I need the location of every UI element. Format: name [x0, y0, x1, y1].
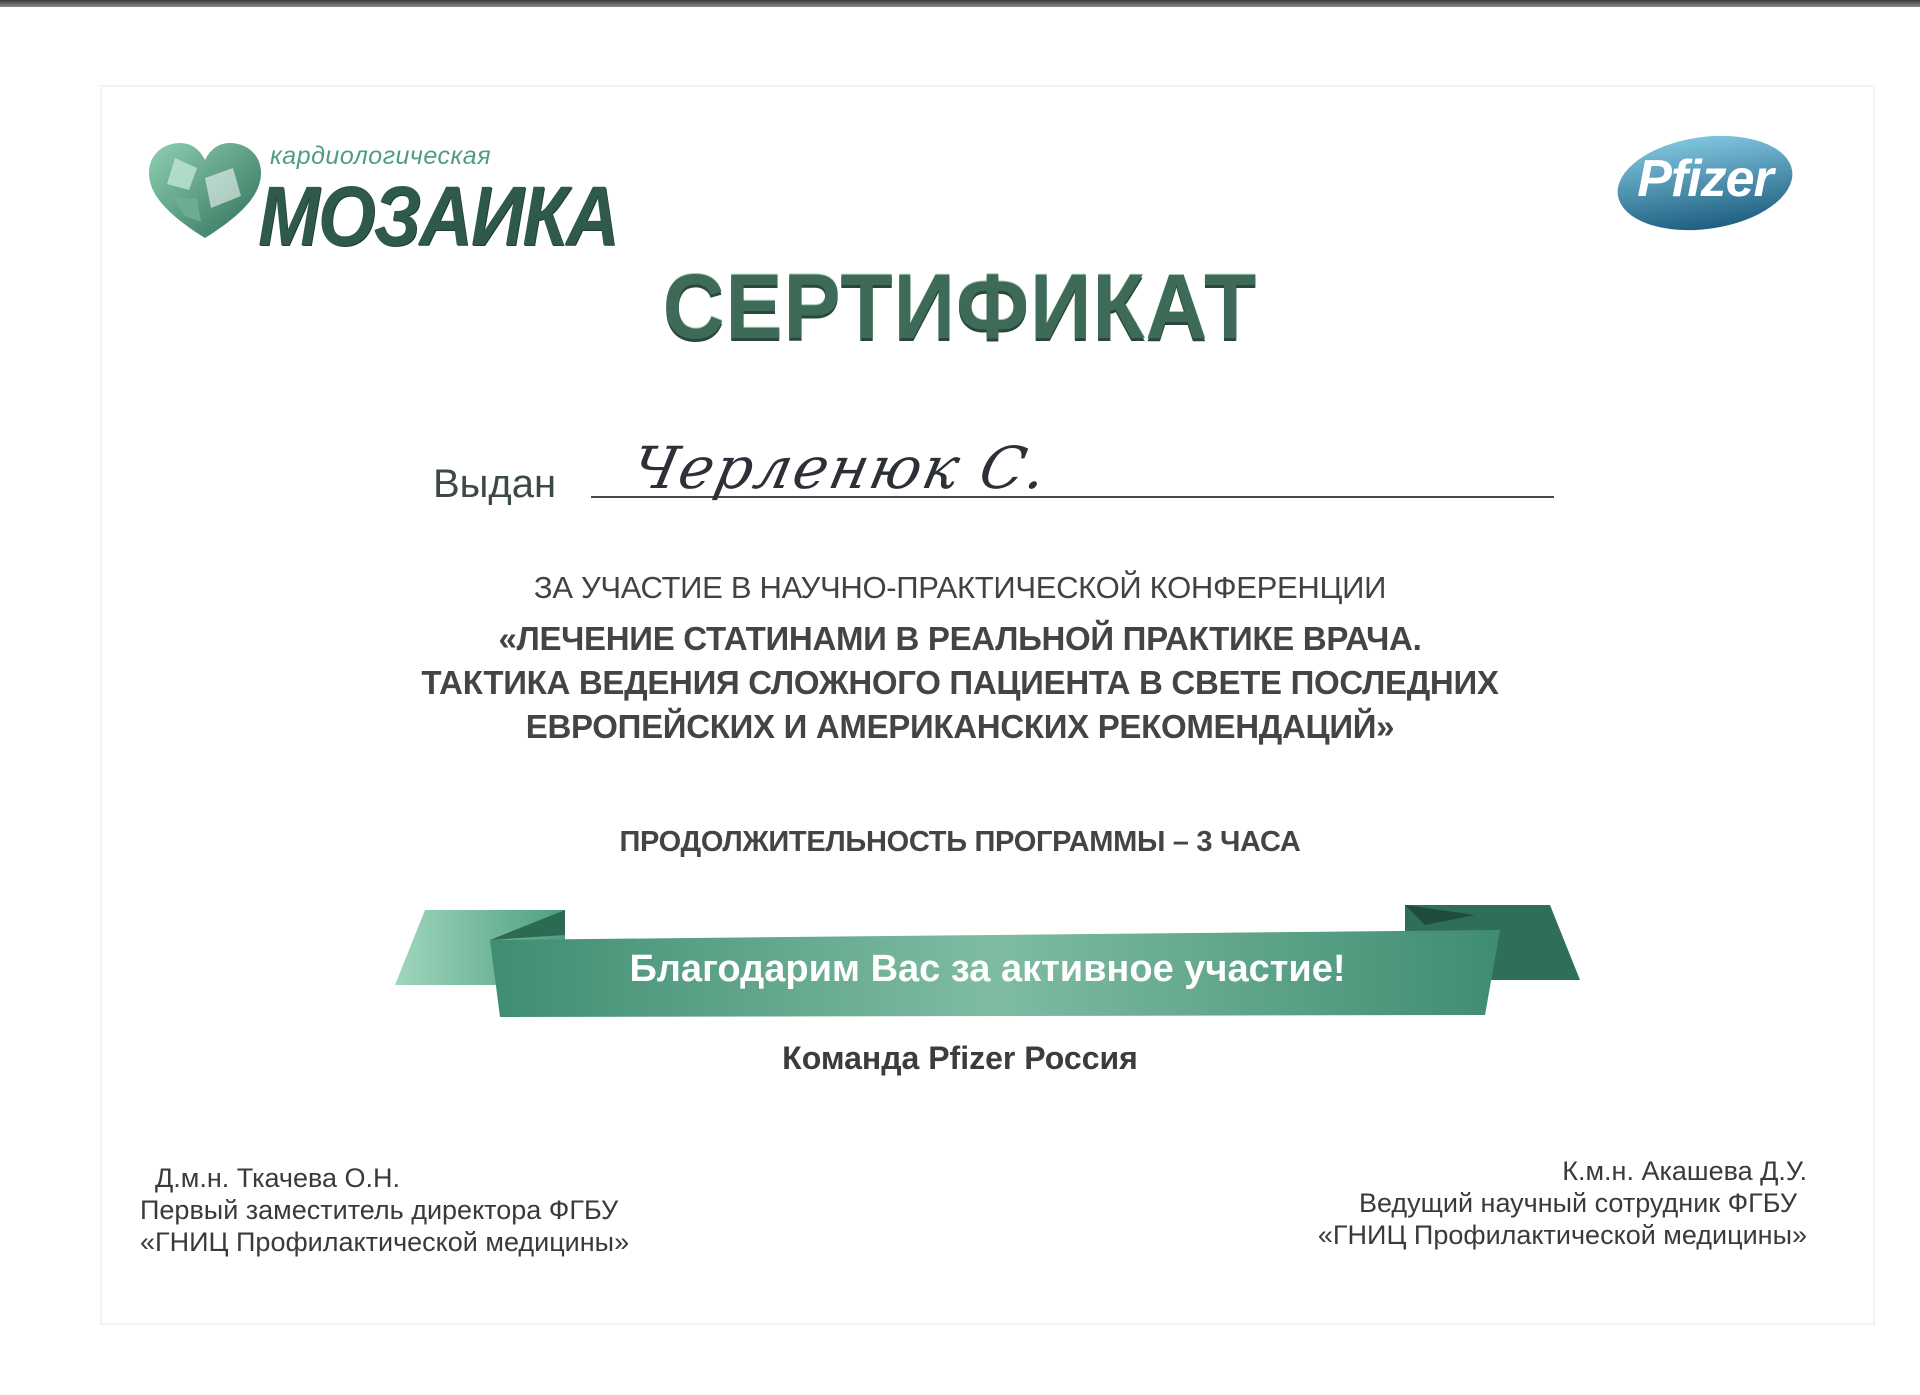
conference-title-line-2: ТАКТИКА ВЕДЕНИЯ СЛОЖНОГО ПАЦИЕНТА В СВЕТЕ ПОСЛЕДНИХ — [421, 664, 1499, 701]
ribbon-text: Благодарим Вас за активное участие! — [629, 948, 1346, 990]
conference-title-line-1: «ЛЕЧЕНИЕ СТАТИНАМИ В РЕАЛЬНОЙ ПРАКТИКЕ ВРАЧА. — [498, 620, 1422, 657]
team-signature: Команда Pfizer Россия — [782, 1040, 1138, 1076]
recipient-name: Черленюк С. — [625, 434, 1055, 502]
signatory-right-org: «ГНИЦ Профилактической медицины» — [1317, 1220, 1807, 1250]
signatory-left — [140, 1162, 629, 1258]
signatory-right — [1318, 1155, 1807, 1251]
conference-intro: ЗА УЧАСТИЕ В НАУЧНО-ПРАКТИЧЕСКОЙ КОНФЕРЕНЦИИ — [533, 570, 1387, 605]
issued-to-row — [433, 434, 1553, 510]
conference-title-line-3: ЕВРОПЕЙСКИХ И АМЕРИКАНСКИХ РЕКОМЕНДАЦИЙ» — [525, 708, 1395, 745]
pfizer-wordmark: Pfizer — [1637, 150, 1773, 208]
scan-edge — [0, 0, 1920, 7]
signatory-left-position: Первый заместитель директора ФГБУ — [140, 1195, 619, 1225]
cardio-mosaic-logo — [145, 138, 618, 263]
heart-puzzle-icon — [145, 138, 265, 248]
logo-subtitle: кардиологическая — [270, 142, 492, 170]
pfizer-logo — [1615, 133, 1795, 233]
program-duration: ПРОДОЛЖИТЕЛЬНОСТЬ ПРОГРАММЫ – 3 ЧАСА — [619, 826, 1301, 858]
signatory-right-position: Ведущий научный сотрудник ФГБУ — [1358, 1188, 1797, 1218]
thanks-ribbon — [395, 905, 1580, 1023]
logo-name: МОЗАИКА — [258, 169, 618, 263]
certificate-title: СЕРТИФИКАТ — [662, 256, 1258, 358]
signatory-left-org: «ГНИЦ Профилактической медицины» — [140, 1227, 630, 1257]
signatory-right-degree: К.м.н. Акашева Д.У. — [1562, 1156, 1807, 1186]
issued-label: Выдан — [433, 462, 557, 506]
signatory-left-degree: Д.м.н. Ткачева О.Н. — [155, 1163, 401, 1193]
